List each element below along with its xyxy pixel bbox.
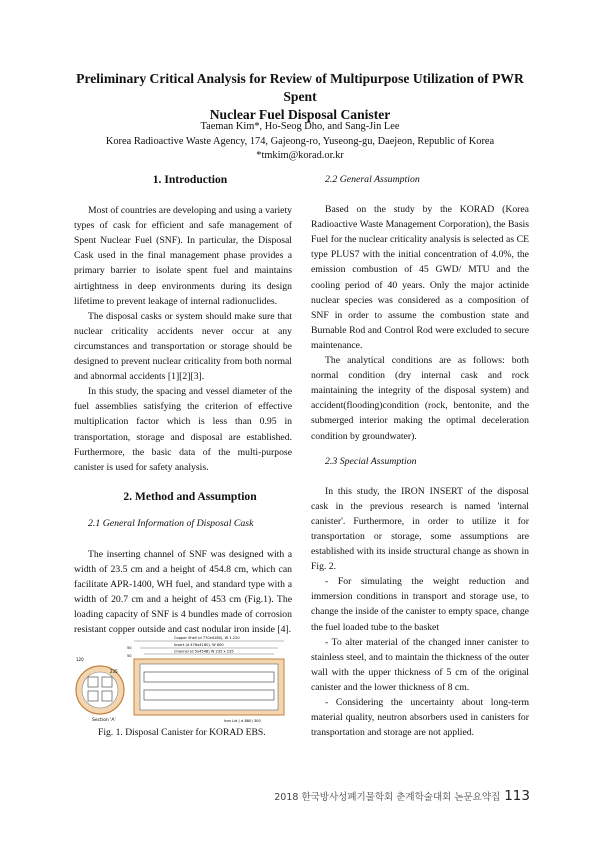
title-line-1: Preliminary Critical Analysis for Review of Multipurpose Utilization of PWR Spent xyxy=(76,71,524,104)
label-left-2: 50 xyxy=(127,654,132,658)
label-left-1: 50 xyxy=(127,646,132,650)
assumption-paragraph-1: Based on the study by the KORAD (Korea Radioactive Waste Management Corporation), the Basis Fuel for the nuclear criticality analysis is selected as CE type PLUS7 with the initial concentration of 4.0%, the emission combustion of 45 GWD/ MTU and the cooling period of 40 years. Only the major actinide nuclear species was considered as a composition of SNF in order to assume the combustion state and Burnable Rod and Control Rod were excluded to secure maintenance. xyxy=(311,204,529,351)
special-paragraph-2: - For simulating the weight reduction and immersion conditions in transport and storage use, to change the inside of the canister to empty space, change the fuel loaded tube to the basket xyxy=(311,576,529,633)
canister-drawing xyxy=(74,633,294,725)
figure-caption: Fig. 1. Disposal Canister for KORAD EBS. xyxy=(98,727,266,738)
intro-paragraph-1: Most of countries are developing and using a variety types of cask for efficient and safe management of Spent Nuclear Fuel (SNF). In particular, the Disposal Cask used in the final management phase provides a primary barrier to isolate spent fuel and maintains airtightness in deep environments during its design lifetime to prevent leakage of internal radionuclides. xyxy=(74,205,292,307)
special-paragraph-3: - To alter material of the changed inner canister to stainless steel, and to maintain the thickness of the outer wall with the upper thickness of 5 cm of the original canister and the lower thickness of 8 cm. xyxy=(311,636,529,693)
right-column xyxy=(311,172,529,740)
authors: Taeman Kim*, Ho-Seog Dho, and Sang-Jin Lee xyxy=(200,121,400,132)
label-square-dim: 235 xyxy=(110,669,118,674)
subsection-2-2-heading: 2.2 General Assumption xyxy=(325,174,420,185)
section-2-heading: 2. Method and Assumption xyxy=(123,489,257,503)
label-circle-dim: 120 xyxy=(76,657,84,662)
special-paragraph-4: - Considering the uncertainty about long-term material quality, neutron absorbers used in canisters for transportation and storage are not applied. xyxy=(311,697,529,739)
author-block xyxy=(40,120,560,164)
channel-bottom xyxy=(144,690,274,700)
label-insert: Insert (d 476x4160), W 600 xyxy=(174,643,224,647)
subsection-2-3-heading: 2.3 Special Assumption xyxy=(325,455,417,467)
section-1-heading: 1. Introduction xyxy=(152,173,228,186)
channel-top xyxy=(144,672,274,682)
assumption-paragraph-2: The analytical conditions are as follows: both normal condition (dry internal cask and rock maintaining the integrity of the disposal system) and accident(flooding)condition (rock, bentonite, and the submerged interior making the optimal deceleration condition by groundwater). xyxy=(311,355,529,442)
label-section: Section 'A' xyxy=(92,718,116,723)
label-channel: Channel (d 5x4548) W 235 x 235 xyxy=(174,649,234,654)
intro-paragraph-3: In this study, the spacing and vessel diameter of the fuel assemblies satisfying the criterion of effective multiplication factor which is less than 0.95 in transportation, storage and disposal are established. Furthermore, the basic data of the multi-purpose canister is used for safety analysis. xyxy=(74,386,292,473)
method-paragraph-1: The inserting channel of SNF was designed with a width of 23.5 cm and a height of 454.8 cm, which can facilitate APR-1400, WH fuel, and standard type with a width of 20.7 cm and a height of 453 cm (Fig.1). The loading capacity of SNF is 4 bundles made of corrosion resistant copper outside and cast nodular iron inside [4]. xyxy=(74,548,292,636)
intro-paragraph-2: The disposal casks or system should make sure that nuclear criticality accidents never occur at any circumstances and transportation or storage should be designed to prevent nuclear criticality from both normal and abnormal accidents [1][2][3]. xyxy=(74,310,292,383)
label-copper-shell: Copper Shell (d 770x4180), W 1.220 xyxy=(174,636,240,640)
special-paragraph-1: In this study, the IRON INSERT of the disposal cask in the previous research is named 'internal canister'. Furthermore, in order to utilize it for transportation or storage, some assumptions are established with its inside structural change as shown in Fig. 2. xyxy=(311,485,529,573)
paper-title xyxy=(60,70,540,124)
footer-text: 2018 한국방사성폐기물학회 춘계학술대회 논문요약집 xyxy=(274,792,501,803)
subsection-2-1-heading: 2.1 General Information of Disposal Cask xyxy=(88,517,254,529)
iron-insert xyxy=(140,664,278,710)
page-footer xyxy=(274,788,530,804)
email: *tmkim@korad.or.kr xyxy=(256,150,344,161)
affiliation: Korea Radioactive Waste Agency, 174, Gajeong-ro, Yuseong-gu, Daejeon, Republic of Korea xyxy=(105,135,495,147)
left-column xyxy=(74,172,292,638)
label-iron-lid: Iron Lid ( d 880) 300 xyxy=(224,719,261,723)
figure-1 xyxy=(74,633,294,725)
page-number: 113 xyxy=(504,788,530,804)
title-line-2: Nuclear Fuel Disposal Canister xyxy=(209,107,391,122)
